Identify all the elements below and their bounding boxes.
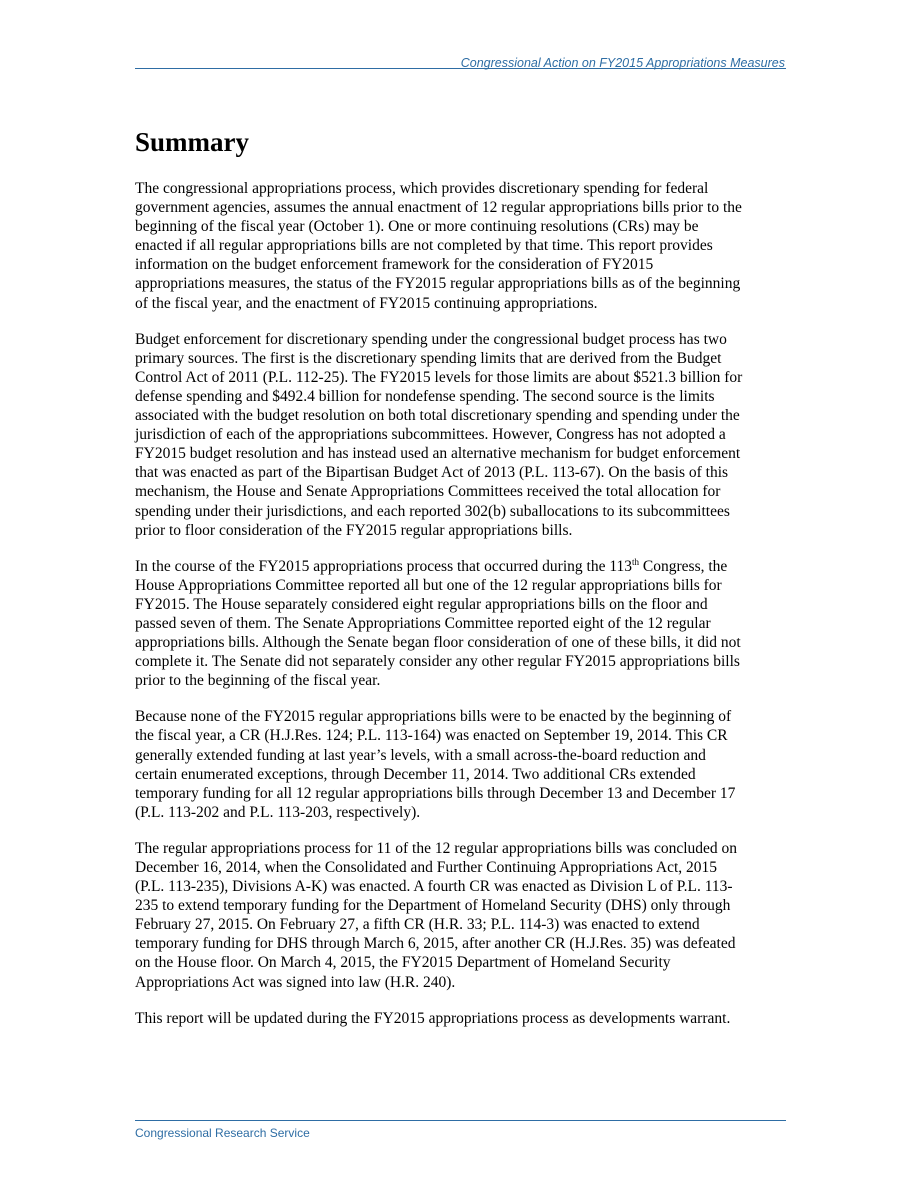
paragraph-line: certain enumerated exceptions, through December 11, 2014. Two additional CRs extended bbox=[135, 765, 696, 783]
summary-heading: Summary bbox=[135, 127, 249, 157]
summary-paragraph-5 bbox=[135, 839, 786, 992]
paragraph-line: on the House floor. On March 4, 2015, the FY2015 Department of Homeland Security bbox=[135, 954, 671, 972]
paragraph-line: enacted if all regular appropriations bills are not completed by that time. This report provides bbox=[135, 237, 713, 255]
paragraph-line: FY2015. The House separately considered eight regular appropriations bills on the floor and bbox=[135, 595, 708, 613]
paragraph-line: appropriations bills. Although the Senate began floor consideration of one of these bills, it did not bbox=[135, 634, 741, 652]
paragraph-line: of the fiscal year, and the enactment of FY2015 continuing appropriations. bbox=[135, 294, 598, 312]
paragraph-line: the fiscal year, a CR (H.J.Res. 124; P.L. 113-164) was enacted on September 19, 2014. This CR bbox=[135, 727, 728, 745]
paragraph-line: prior to floor consideration of the FY2015 regular appropriations bills. bbox=[135, 521, 573, 539]
paragraph-line: Control Act of 2011 (P.L. 112-25). The FY2015 levels for those limits are about $521.3 billion for bbox=[135, 368, 743, 386]
paragraph-line: defense spending and $492.4 billion for nondefense spending. The second source is the limits bbox=[135, 387, 715, 405]
paragraph-line: Appropriations Act was signed into law (H.R. 240). bbox=[135, 973, 456, 991]
paragraph-line: passed seven of them. The Senate Appropriations Committee reported eight of the 12 regular bbox=[135, 614, 711, 632]
paragraph-line: spending under their jurisdictions, and each reported 302(b) suballocations to its subcommittees bbox=[135, 502, 730, 520]
summary-section bbox=[135, 120, 786, 1045]
paragraph-line: temporary funding for all 12 regular appropriations bills through December 13 and December 17 bbox=[135, 784, 736, 802]
paragraph-line: This report will be updated during the FY2015 appropriations process as developments warrant. bbox=[135, 1009, 731, 1027]
paragraph-line: information on the budget enforcement framework for the consideration of FY2015 bbox=[135, 256, 654, 274]
paragraph-line: government agencies, assumes the annual enactment of 12 regular appropriations bills prior to the bbox=[135, 199, 742, 217]
summary-paragraph-1 bbox=[135, 179, 786, 313]
paragraph-line bbox=[135, 557, 786, 576]
paragraph-line: (P.L. 113-235), Divisions A-K) was enacted. A fourth CR was enacted as Division L of P.L. 113- bbox=[135, 878, 733, 896]
ordinal-suffix: th bbox=[632, 556, 640, 567]
paragraph-line: Budget enforcement for discretionary spending under the congressional budget process has two bbox=[135, 330, 727, 348]
paragraph-line: appropriations measures, the status of the FY2015 regular appropriations bills as of the beginning bbox=[135, 275, 741, 293]
summary-paragraph-6 bbox=[135, 1009, 786, 1028]
paragraph-line: jurisdiction of each of the appropriations subcommittees. However, Congress has not adopted a bbox=[135, 426, 726, 444]
paragraph-line: primary sources. The first is the discretionary spending limits that are derived from the Budget bbox=[135, 349, 722, 367]
paragraph-line: 235 to extend temporary funding for the Department of Homeland Security (DHS) only through bbox=[135, 897, 731, 915]
paragraph-line: generally extended funding at last year’s levels, with a small across-the-board reduction and bbox=[135, 746, 706, 764]
running-header-title: Congressional Action on FY2015 Appropriations Measures bbox=[460, 56, 785, 70]
paragraph-line: Because none of the FY2015 regular appropriations bills were to be enacted by the beginning of bbox=[135, 708, 732, 726]
summary-paragraph-2 bbox=[135, 330, 786, 540]
paragraph-line: complete it. The Senate did not separately consider any other regular FY2015 appropriations bills bbox=[135, 653, 740, 671]
summary-paragraph-3 bbox=[135, 557, 786, 691]
paragraph-line: mechanism, the House and Senate Appropriations Committees received the total allocation for bbox=[135, 483, 721, 501]
paragraph-text: Congress, the bbox=[639, 557, 728, 575]
paragraph-line: December 16, 2014, when the Consolidated and Further Continuing Appropriations Act, 2015 bbox=[135, 859, 718, 876]
paragraph-line: that was enacted as part of the Bipartisan Budget Act of 2013 (P.L. 113-67). On the basis of this bbox=[135, 464, 729, 482]
summary-paragraph-4 bbox=[135, 707, 786, 822]
paragraph-line: associated with the budget resolution on both total discretionary spending and spending under the bbox=[135, 407, 740, 425]
paragraph-line: The regular appropriations process for 11 of the 12 regular appropriations bills was concluded on bbox=[135, 839, 738, 857]
paragraph-line: (P.L. 113-202 and P.L. 113-203, respectively). bbox=[135, 803, 421, 821]
paragraph-line: prior to the beginning of the fiscal year. bbox=[135, 672, 381, 690]
paragraph-line: February 27, 2015. On February 27, a fifth CR (H.R. 33; P.L. 114-3) was enacted to extend bbox=[135, 916, 700, 934]
paragraph-line: temporary funding for DHS through March 6, 2015, after another CR (H.J.Res. 35) was defeated bbox=[135, 935, 736, 953]
footer-organization: Congressional Research Service bbox=[135, 1126, 310, 1140]
running-header bbox=[135, 54, 786, 69]
paragraph-text: In the course of the FY2015 appropriations process that occurred during the 113 bbox=[135, 557, 633, 575]
paragraph-line: The congressional appropriations process, which provides discretionary spending for federal bbox=[135, 180, 709, 197]
paragraph-line: FY2015 budget resolution and has instead used an alternative mechanism for budget enforcement bbox=[135, 445, 741, 463]
paragraph-line: House Appropriations Committee reported all but one of the 12 regular appropriations bills for bbox=[135, 576, 722, 594]
paragraph-line: beginning of the fiscal year (October 1). One or more continuing resolutions (CRs) may be bbox=[135, 218, 699, 236]
page-footer bbox=[135, 1120, 786, 1142]
